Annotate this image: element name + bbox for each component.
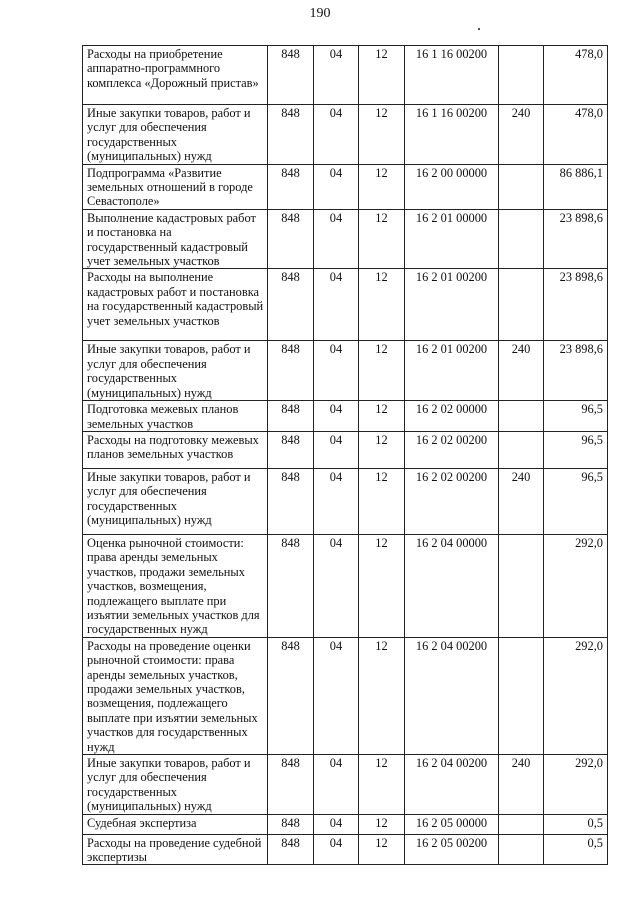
ved-code-cell: 848	[268, 834, 314, 865]
amount-cell: 86 886,1	[544, 164, 608, 209]
ved-code-cell: 848	[268, 534, 314, 637]
ved-code-cell: 848	[268, 401, 314, 432]
subsection-code-cell: 12	[359, 431, 405, 468]
subsection-code-cell: 12	[359, 834, 405, 865]
amount-cell: 23 898,6	[544, 269, 608, 341]
row-name-cell: Судебная экспертиза	[83, 814, 268, 834]
target-article-cell: 16 2 01 00000	[405, 209, 499, 269]
table-row	[83, 105, 608, 165]
section-code-cell: 04	[314, 401, 359, 432]
target-article-cell: 16 2 00 00000	[405, 164, 499, 209]
amount-cell: 23 898,6	[544, 209, 608, 269]
table-row	[83, 814, 608, 834]
section-code-cell: 04	[314, 105, 359, 165]
budget-table	[82, 45, 608, 865]
subsection-code-cell: 12	[359, 755, 405, 815]
table-row	[83, 431, 608, 468]
expense-type-cell	[499, 431, 544, 468]
ved-code-cell: 848	[268, 209, 314, 269]
expense-type-cell	[499, 401, 544, 432]
section-code-cell: 04	[314, 534, 359, 637]
ved-code-cell: 848	[268, 341, 314, 401]
subsection-code-cell: 12	[359, 164, 405, 209]
subsection-code-cell: 12	[359, 637, 405, 754]
section-code-cell: 04	[314, 637, 359, 754]
section-code-cell: 04	[314, 468, 359, 534]
section-code-cell: 04	[314, 209, 359, 269]
amount-cell: 478,0	[544, 46, 608, 105]
amount-cell: 292,0	[544, 755, 608, 815]
row-name-cell: Подготовка межевых планов земельных участков	[83, 401, 268, 432]
target-article-cell: 16 2 01 00200	[405, 269, 499, 341]
row-name-cell: Расходы на подготовку межевых планов земельных участков	[83, 431, 268, 468]
expense-type-cell	[499, 209, 544, 269]
expense-type-cell	[499, 637, 544, 754]
table-row	[83, 209, 608, 269]
amount-cell: 96,5	[544, 468, 608, 534]
row-name-cell: Иные закупки товаров, работ и услуг для обеспечения государственных (муниципальных) нужд	[83, 755, 268, 815]
subsection-code-cell: 12	[359, 269, 405, 341]
scan-speck	[478, 28, 480, 30]
amount-cell: 478,0	[544, 105, 608, 165]
expense-type-cell	[499, 834, 544, 865]
section-code-cell: 04	[314, 164, 359, 209]
expense-type-cell	[499, 534, 544, 637]
section-code-cell: 04	[314, 431, 359, 468]
table-row	[83, 468, 608, 534]
row-name-cell: Оценка рыночной стоимости: права аренды земельных участков, продажи земельных участков, возмещения, подлежащего выплате при изъятии земельных участков для государственных нужд	[83, 534, 268, 637]
expense-type-cell	[499, 164, 544, 209]
row-name-cell: Расходы на проведение оценки рыночной стоимости: права аренды земельных участков, продажи земельных участков, возмещения, подлежащего выплате при изъятии земельных участков для государственных нужд	[83, 637, 268, 754]
section-code-cell: 04	[314, 834, 359, 865]
table-row	[83, 269, 608, 341]
target-article-cell: 16 2 05 00000	[405, 814, 499, 834]
table-row	[83, 46, 608, 105]
target-article-cell: 16 1 16 00200	[405, 105, 499, 165]
amount-cell: 96,5	[544, 431, 608, 468]
target-article-cell: 16 2 02 00000	[405, 401, 499, 432]
target-article-cell: 16 1 16 00200	[405, 46, 499, 105]
row-name-cell: Подпрограмма «Развитие земельных отношений в городе Севастополе»	[83, 164, 268, 209]
expense-type-cell	[499, 269, 544, 341]
section-code-cell: 04	[314, 755, 359, 815]
target-article-cell: 16 2 04 00200	[405, 637, 499, 754]
ved-code-cell: 848	[268, 468, 314, 534]
ved-code-cell: 848	[268, 269, 314, 341]
expense-type-cell	[499, 814, 544, 834]
amount-cell: 0,5	[544, 814, 608, 834]
amount-cell: 292,0	[544, 534, 608, 637]
target-article-cell: 16 2 02 00200	[405, 431, 499, 468]
ved-code-cell: 848	[268, 814, 314, 834]
expense-type-cell: 240	[499, 341, 544, 401]
subsection-code-cell: 12	[359, 814, 405, 834]
row-name-cell: Расходы на выполнение кадастровых работ и постановка на государственный кадастровый учет земельных участков	[83, 269, 268, 341]
table-row	[83, 534, 608, 637]
ved-code-cell: 848	[268, 431, 314, 468]
subsection-code-cell: 12	[359, 209, 405, 269]
subsection-code-cell: 12	[359, 341, 405, 401]
section-code-cell: 04	[314, 341, 359, 401]
section-code-cell: 04	[314, 814, 359, 834]
subsection-code-cell: 12	[359, 468, 405, 534]
section-code-cell: 04	[314, 269, 359, 341]
expense-type-cell: 240	[499, 105, 544, 165]
table-row	[83, 637, 608, 754]
subsection-code-cell: 12	[359, 46, 405, 105]
row-name-cell: Иные закупки товаров, работ и услуг для обеспечения государственных (муниципальных) нужд	[83, 105, 268, 165]
table-row	[83, 401, 608, 432]
target-article-cell: 16 2 05 00200	[405, 834, 499, 865]
target-article-cell: 16 2 01 00200	[405, 341, 499, 401]
ved-code-cell: 848	[268, 46, 314, 105]
page-number: 190	[309, 6, 331, 21]
ved-code-cell: 848	[268, 637, 314, 754]
expense-type-cell: 240	[499, 755, 544, 815]
row-name-cell: Выполнение кадастровых работ и постановка на государственный кадастровый учет земельных участков	[83, 209, 268, 269]
amount-cell: 292,0	[544, 637, 608, 754]
target-article-cell: 16 2 02 00200	[405, 468, 499, 534]
target-article-cell: 16 2 04 00000	[405, 534, 499, 637]
target-article-cell: 16 2 04 00200	[405, 755, 499, 815]
amount-cell: 0,5	[544, 834, 608, 865]
table-row	[83, 755, 608, 815]
expense-type-cell: 240	[499, 468, 544, 534]
ved-code-cell: 848	[268, 105, 314, 165]
row-name-cell: Расходы на проведение судебной экспертизы	[83, 834, 268, 865]
ved-code-cell: 848	[268, 164, 314, 209]
row-name-cell: Расходы на приобретение аппаратно-программного комплекса «Дорожный пристав»	[83, 46, 268, 105]
subsection-code-cell: 12	[359, 105, 405, 165]
row-name-cell: Иные закупки товаров, работ и услуг для обеспечения государственных (муниципальных) нужд	[83, 341, 268, 401]
subsection-code-cell: 12	[359, 401, 405, 432]
amount-cell: 23 898,6	[544, 341, 608, 401]
table-row	[83, 834, 608, 865]
table-row	[83, 341, 608, 401]
expense-type-cell	[499, 46, 544, 105]
amount-cell: 96,5	[544, 401, 608, 432]
section-code-cell: 04	[314, 46, 359, 105]
table-row	[83, 164, 608, 209]
row-name-cell: Иные закупки товаров, работ и услуг для обеспечения государственных (муниципальных) нужд	[83, 468, 268, 534]
subsection-code-cell: 12	[359, 534, 405, 637]
ved-code-cell: 848	[268, 755, 314, 815]
